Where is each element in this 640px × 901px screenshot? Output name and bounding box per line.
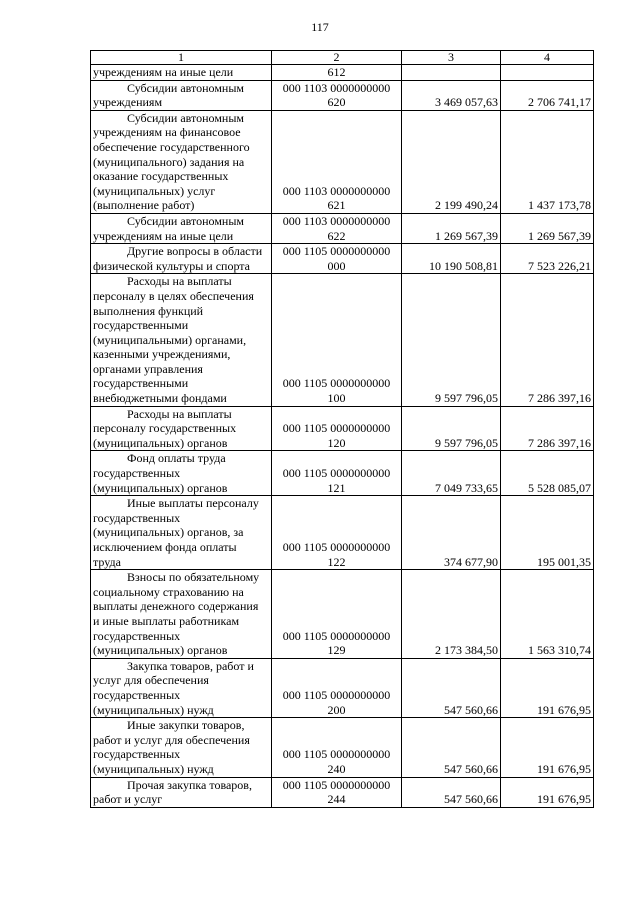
row-name-line: (муниципальных) органов [93,435,228,450]
row-name-line: Расходы на выплаты [127,406,232,421]
row-name-line: оказание государственных [93,169,229,184]
row-value-col4: 7 286 397,16 [501,406,594,451]
row-name-line: органами управления [93,361,203,376]
table-row [91,274,594,406]
row-value-col4: 1 437 173,78 [501,110,594,213]
row-name-line: Фонд оплаты труда [127,451,226,466]
row-name-cell [91,244,272,274]
row-code-line: 612 [327,65,346,79]
table-row [91,65,594,81]
row-name-line: физической культуры и спорта [93,258,251,273]
row-name-line: внебюджетными фондами [93,391,227,406]
row-name-line: учреждениям на иные цели [93,65,234,79]
row-code-cell [272,65,402,81]
row-name-line: обеспечение государственного [93,139,250,154]
row-name-line: Субсидии автономным [127,80,244,95]
header-col-2: 2 [272,51,402,65]
row-value-col3: 9 597 796,05 [402,406,501,451]
row-name-line: учреждениям на финансовое [93,125,241,140]
table-row [91,718,594,777]
row-code-line: 000 1105 0000000000 [282,244,391,259]
row-name-line: (муниципальных) услуг [93,183,216,198]
row-name-line: учреждениям [93,95,163,110]
row-value-col3 [402,65,501,81]
row-value-col3: 547 560,66 [402,777,501,807]
row-code-line: 100 [327,391,346,406]
row-value-col4: 191 676,95 [501,777,594,807]
row-name-line: (муниципального) задания на [93,154,245,169]
row-name-cell [91,274,272,406]
row-name-line: государственных [93,747,181,762]
row-value-col4 [501,65,594,81]
table-row [91,570,594,659]
row-code-line: 000 1103 0000000000 [282,80,391,95]
row-code-line: 000 1105 0000000000 [282,747,391,762]
row-name-line: Иные выплаты персоналу [127,496,259,511]
row-name-cell [91,570,272,659]
row-code-line: 129 [327,643,346,658]
row-code-cell [272,274,402,406]
row-code-line: 000 1103 0000000000 [282,183,391,198]
row-name-line: Закупка товаров, работ и [127,658,254,673]
row-value-col3: 1 269 567,39 [402,213,501,243]
row-name-cell [91,451,272,496]
row-name-line: государственными [93,318,189,333]
row-value-col4: 195 001,35 [501,496,594,570]
row-name-cell [91,213,272,243]
header-col-3: 3 [402,51,501,65]
header-col-1: 1 [91,51,272,65]
row-code-cell [272,777,402,807]
row-code-line: 122 [327,554,346,569]
table-row [91,406,594,451]
row-name-line: Субсидии автономным [127,110,244,125]
table-row [91,244,594,274]
row-name-line: услуг для обеспечения [93,673,209,688]
row-name-line: Взносы по обязательному [127,570,260,585]
row-name-line: (муниципальных) органов, за [93,525,244,540]
page-number: 117 [311,20,329,34]
row-code-line: 621 [327,198,346,213]
table-row [91,213,594,243]
row-name-line: казенными учреждениями, [93,347,231,362]
row-code-cell [272,110,402,213]
row-name-cell [91,718,272,777]
row-value-col3: 2 199 490,24 [402,110,501,213]
row-value-col3: 3 469 057,63 [402,80,501,110]
row-code-line: 240 [327,761,346,776]
row-name-line: персоналу государственных [93,421,237,436]
row-code-cell [272,244,402,274]
row-code-line: 620 [327,95,346,110]
table-row [91,451,594,496]
row-name-line: Иные закупки товаров, [127,718,245,733]
header-row [91,51,594,65]
row-name-cell [91,110,272,213]
row-code-cell [272,451,402,496]
row-code-line: 000 [327,258,346,273]
row-name-line: государственными [93,376,189,391]
row-name-cell [91,406,272,451]
row-name-line: социальному страхованию на [93,584,244,599]
row-value-col3: 374 677,90 [402,496,501,570]
row-code-cell [272,213,402,243]
row-value-col4: 5 528 085,07 [501,451,594,496]
row-name-line: (муниципальных) нужд [93,702,214,717]
row-name-line: работ и услуг для обеспечения [93,732,250,747]
row-code-cell [272,496,402,570]
row-name-line: государственных [93,628,181,643]
row-name-line: выплаты денежного содержания [93,599,259,614]
row-name-cell [91,496,272,570]
row-value-col4: 7 286 397,16 [501,274,594,406]
row-code-line: 120 [327,435,346,450]
row-code-cell [272,658,402,717]
row-code-line: 000 1105 0000000000 [282,421,391,436]
row-value-col4: 7 523 226,21 [501,244,594,274]
budget-table [90,50,594,808]
table-row [91,80,594,110]
row-code-cell [272,406,402,451]
row-value-col3: 547 560,66 [402,718,501,777]
row-name-line: учреждениям на иные цели [93,228,234,243]
row-name-cell [91,80,272,110]
row-code-line: 622 [327,228,346,243]
row-value-col4: 191 676,95 [501,658,594,717]
row-name-line: персоналу в целях обеспечения [93,288,254,303]
row-value-col3: 7 049 733,65 [402,451,501,496]
row-value-col4: 1 563 310,74 [501,570,594,659]
row-code-line: 000 1105 0000000000 [282,628,391,643]
row-name-line: (муниципальных) органов [93,480,228,495]
row-name-line: государственных [93,510,181,525]
row-code-line: 000 1103 0000000000 [282,213,391,228]
row-code-cell [272,570,402,659]
row-code-line: 200 [327,702,346,717]
row-value-col3: 547 560,66 [402,658,501,717]
row-name-cell [91,65,272,81]
row-code-line: 244 [327,792,346,807]
row-name-cell [91,777,272,807]
row-name-line: работ и услуг [93,792,163,807]
row-name-line: исключением фонда оплаты [93,540,237,554]
table-row [91,496,594,570]
row-code-cell [272,718,402,777]
row-code-line: 000 1105 0000000000 [282,540,391,554]
row-code-cell [272,80,402,110]
row-value-col3: 10 190 508,81 [402,244,501,274]
row-name-line: и иные выплаты работникам [93,613,240,628]
row-value-col4: 191 676,95 [501,718,594,777]
row-name-cell [91,658,272,717]
table-row [91,777,594,807]
table-row [91,658,594,717]
table-row [91,110,594,213]
row-name-line: Другие вопросы в области [127,244,263,259]
row-name-line: государственных [93,466,181,481]
row-value-col4: 2 706 741,17 [501,80,594,110]
row-value-col4: 1 269 567,39 [501,213,594,243]
header-col-4: 4 [501,51,594,65]
row-code-line: 000 1105 0000000000 [282,466,391,481]
row-name-line: государственных [93,687,181,702]
row-name-line: (муниципальных) органов [93,643,228,658]
row-code-line: 000 1105 0000000000 [282,687,391,702]
row-value-col3: 9 597 796,05 [402,274,501,406]
row-name-line: (муниципальных) нужд [93,761,214,776]
row-name-line: труда [93,554,121,569]
row-name-line: (муниципальными) органами, [93,332,247,347]
row-code-line: 121 [327,480,346,495]
row-name-line: Расходы на выплаты [127,274,232,289]
row-value-col3: 2 173 384,50 [402,570,501,659]
row-name-line: Субсидии автономным [127,213,244,228]
row-name-line: (выполнение работ) [93,198,195,213]
row-code-line: 000 1105 0000000000 [282,376,391,391]
row-name-line: Прочая закупка товаров, [127,777,252,792]
row-code-line: 000 1105 0000000000 [282,777,391,792]
row-name-line: выполнения функций [93,303,204,318]
